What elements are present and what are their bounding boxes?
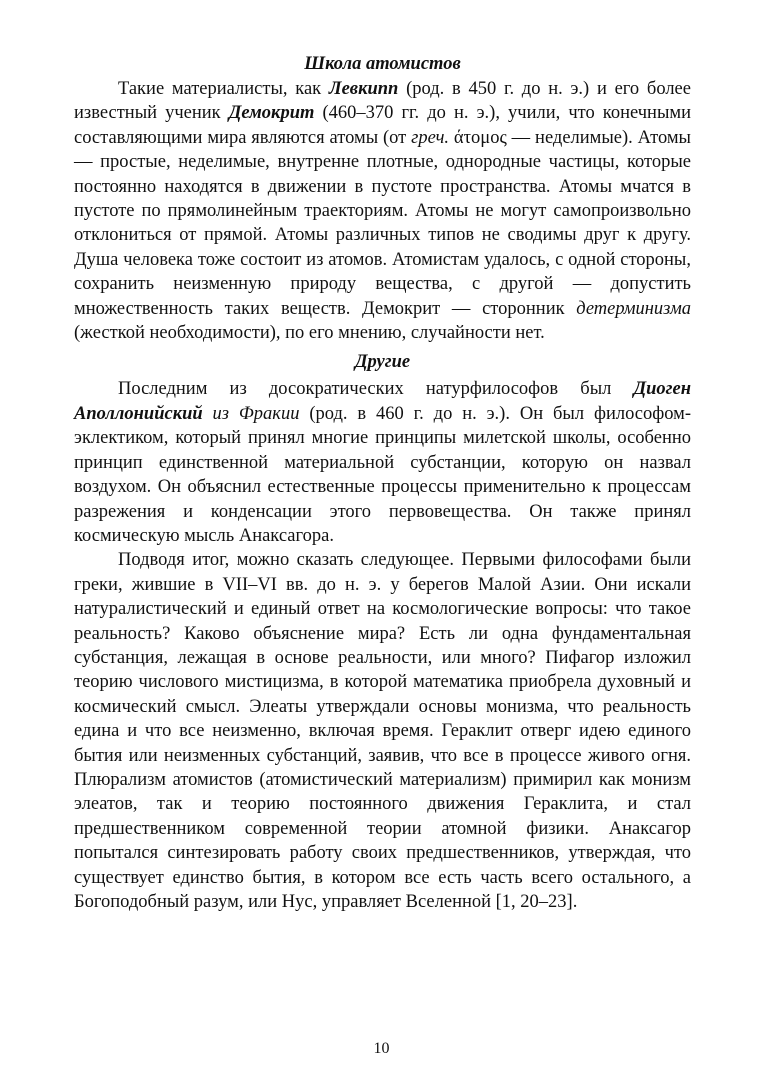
text-run: (460–370 гг. до н. э.), учили, что конечными составляющими мира являются атомы (от [74,103,691,148]
lang-abbrev: греч. [411,127,450,148]
text-run: άτομος — неделимые). Атомы — простые, неделимые, внутренне плотные, однородные частицы, которые постоянно находятся в движении в пустоте пространства. Атомы мчатся в пустоте по прямолинейным траекториям. Атомы не могут самопроизвольно отклониться от прямой. Атомы различных типов не сводимы друг к другу. Душа человека тоже состоит из атомов. Атомистам удалось, с одной стороны, сохранить неизменную природу вещества, с другой — допустить множественность таких веществ. Демокрит — сторонник [74,127,691,319]
text-run: Последним из досократических натурфилософов был [118,379,634,400]
text-run: (род. в 460 г. до н. э.). Он был философом-эклектиком, который принял многие принципы милетской школы, особенно принцип единственной материальной субстанции, которую он назвал воздухом. Он объяснил естественные процессы применительно к процессам разрежения и конденсации этого первовещества. Он также принял космическую мысль Анаксагора. [74,403,692,546]
name-leucippus: Левкипп [328,79,399,99]
name-diogenes: Диоген Аполлонийский [74,379,691,424]
paragraph-atomists [74,77,691,345]
text-run: (род. в 450 г. до н. э.) и его более известный ученик [74,79,691,124]
paragraph-diogenes [74,377,691,548]
term-determinism: детерминизма [576,298,691,319]
text-run: Такие материалисты, как [118,79,329,99]
section-heading-others: Другие [354,352,411,373]
section-heading-atomists: Школа атомистов [304,54,461,74]
place-thrace: из Фракии [202,403,300,424]
name-democritus: Демокрит [228,103,315,124]
paragraph-summary: Подводя итог, можно сказать следующее. Первыми философами были греки, жившие в VII–VI вв. до н. э. у берегов Малой Азии. Они искали натуралистический и единый ответ на космологические вопросы: что такое реальность? Каково объяснение мира? Есть ли одна фундаментальная субстанция, лежащая в основе реальности, или много? Пифагор изложил теорию числового мистицизма, в которой математика приобрела духовный и космический смысл. Элеаты утверждали основы монизма, что реальность едина и что все неизменно, включая время. Гераклит отверг идею единого бытия или неизменных субстанций, заявив, что все в процессе живого огня. Плюрализм атомистов (атомистический материализм) примирил как монизм элеатов, так и теорию постоянного движения Гераклита, и стал предшественником современной теории атомной физики. Анаксагор попытался синтезировать работу своих предшественников, утверждая, что существует единство бытия, в котором все есть часть всего остального, а Богоподобный разум, или Нус, управляет Вселенной [1, 20–23]. [74,550,691,912]
text-run: (жесткой необходимости), по его мнению, случайности нет. [74,323,545,344]
page-content [74,52,691,914]
page-number: 10 [373,1040,390,1057]
